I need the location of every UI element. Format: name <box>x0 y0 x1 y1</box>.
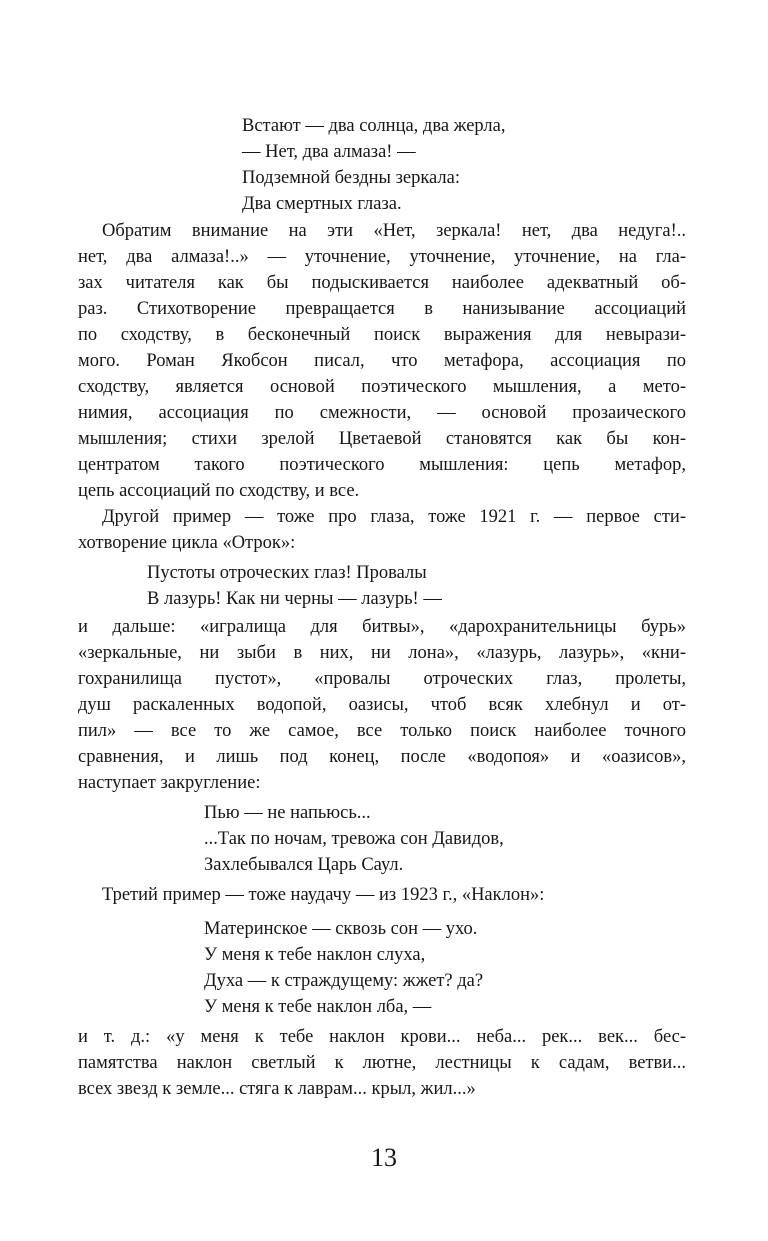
text-line: гохранилища пустот», «провалы отроческих глаз, пролеты, <box>78 669 686 689</box>
verse-line: Захлебывался Царь Саул. <box>204 855 404 875</box>
text-line: наступает закругление: <box>78 773 261 793</box>
text-line: цепь ассоциаций по сходству, и все. <box>78 481 360 501</box>
text-line: мого. Роман Якобсон писал, что метафора, ассоциация по <box>78 351 686 371</box>
text-line: и т. д.: «у меня к тебе наклон крови... неба... рек... век... бес- <box>78 1027 686 1047</box>
text-line: пил» — все то же самое, все только поиск наиболее точного <box>78 721 686 741</box>
verse-line: У меня к тебе наклон лба, — <box>204 997 432 1017</box>
text-line: по сходству, в бесконечный поиск выражения для невырази- <box>78 325 686 345</box>
verse-line: В лазурь! Как ни черны — лазурь! — <box>147 589 442 609</box>
verse-line: Материнское — сквозь сон — ухо. <box>204 919 478 939</box>
text-line: памятства наклон светлый к лютне, лестницы к садам, ветви... <box>78 1053 686 1073</box>
verse-line: Встают — два солнца, два жерла, <box>242 116 506 136</box>
text-line: нимия, ассоциация по смежности, — основой прозаического <box>78 403 686 423</box>
verse-line: Два смертных глаза. <box>242 194 402 214</box>
verse-line: У меня к тебе наклон слуха, <box>204 945 426 965</box>
verse-block-1 <box>242 113 506 217</box>
verse-block-2 <box>147 560 442 612</box>
text-line: мышления; стихи зрелой Цветаевой становятся как бы кон- <box>78 429 686 449</box>
verse-line: Пью — не напьюсь... <box>204 803 371 823</box>
text-line: зах читателя как бы подыскивается наиболее адекватный об- <box>78 273 686 293</box>
text-line: Другой пример — тоже про глаза, тоже 1921 г. — первое сти- <box>102 507 686 527</box>
text-line: всех звезд к земле... стяга к лаврам... крыл, жил...» <box>78 1079 476 1099</box>
verse-line: — Нет, два алмаза! — <box>242 142 416 162</box>
text-line: и дальше: «игралища для битвы», «дарохранительницы бурь» <box>78 617 686 637</box>
page-number: 13 <box>371 1143 397 1172</box>
text-line: Третий пример — тоже наудачу — из 1923 г., «Наклон»: <box>102 885 545 905</box>
text-line: Обратим внимание на эти «Нет, зеркала! нет, два недуга!.. <box>102 221 686 241</box>
text-line: «зеркальные, ни зыби в них, ни лона», «лазурь, лазурь», «кни- <box>78 643 686 663</box>
verse-line: Подземной бездны зеркала: <box>242 168 460 188</box>
verse-block-4 <box>204 916 483 1020</box>
verse-line: Пустоты отроческих глаз! Провалы <box>147 563 427 583</box>
text-line: душ раскаленных водопой, оазисы, чтоб всяк хлебнул и от- <box>78 695 686 715</box>
text-line: центратом такого поэтического мышления: цепь метафор, <box>78 455 686 475</box>
text-line: раз. Стихотворение превращается в нанизывание ассоциаций <box>78 299 686 319</box>
text-line: сходству, является основой поэтического мышления, а мето- <box>78 377 686 397</box>
verse-line: Духа — к страждущему: жжет? да? <box>204 971 484 991</box>
verse-block-3 <box>204 800 504 878</box>
text-line: нет, два алмаза!..» — уточнение, уточнение, уточнение, на гла- <box>78 247 686 267</box>
text-line: хотворение цикла «Отрок»: <box>78 533 296 553</box>
verse-line: ...Так по ночам, тревожа сон Давидов, <box>204 829 504 849</box>
text-line: сравнения, и лишь под конец, после «водопоя» и «оазисов», <box>78 747 686 767</box>
